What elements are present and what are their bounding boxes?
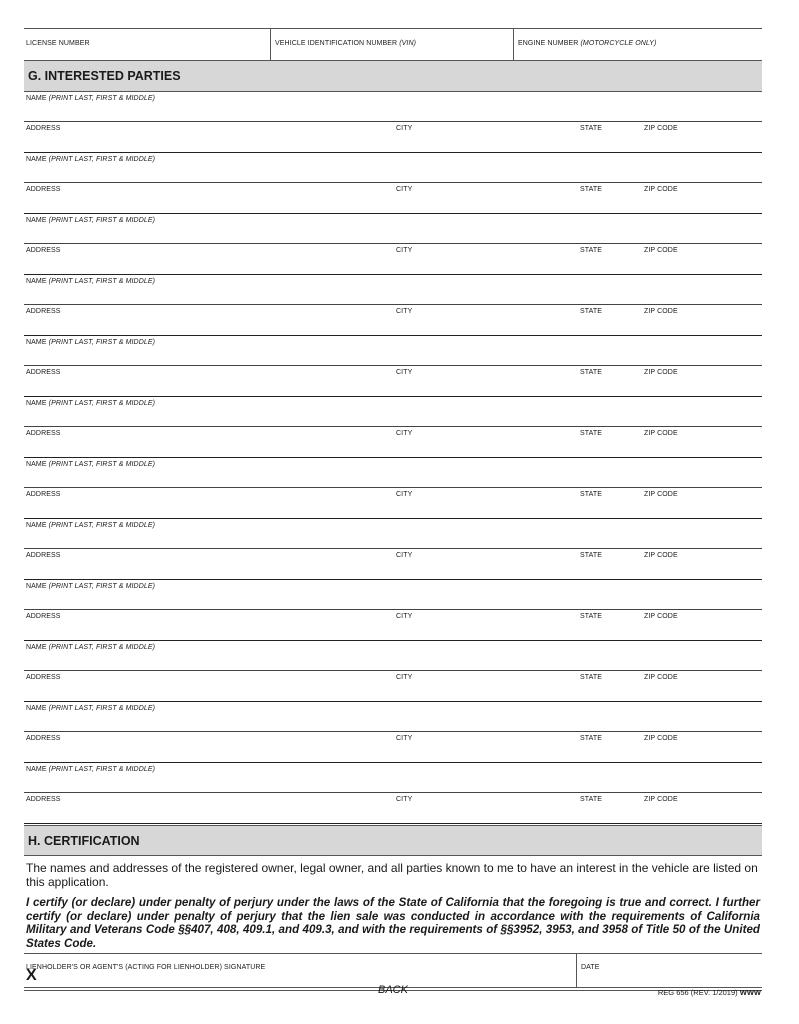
signature-field[interactable] — [24, 954, 576, 987]
party-address-row[interactable] — [24, 549, 762, 580]
party-name-field[interactable] — [24, 763, 762, 793]
party-name-field[interactable] — [24, 702, 762, 732]
engine-number-label: ENGINE NUMBER (MOTORCYCLE ONLY) — [518, 40, 657, 47]
interested-party-1 — [24, 92, 762, 153]
party-city-label: CITY — [396, 308, 413, 315]
party-address-row[interactable] — [24, 305, 762, 336]
party-address-label: ADDRESS — [26, 430, 61, 437]
party-state-label: STATE — [580, 735, 603, 742]
party-state-label: STATE — [580, 369, 603, 376]
party-name-field[interactable] — [24, 580, 762, 610]
party-name-field[interactable] — [24, 641, 762, 671]
party-city-label: CITY — [396, 796, 413, 803]
party-name-label: NAME (PRINT LAST, FIRST & MIDDLE) — [26, 644, 156, 651]
party-name-field[interactable] — [24, 275, 762, 305]
party-city-label: CITY — [396, 125, 413, 132]
party-state-label: STATE — [580, 674, 603, 681]
party-address-row[interactable] — [24, 732, 762, 763]
party-zip-label: ZIP CODE — [644, 186, 678, 193]
party-address-row[interactable] — [24, 793, 762, 824]
interested-party-10 — [24, 641, 762, 702]
party-city-label: CITY — [396, 735, 413, 742]
interested-party-4 — [24, 275, 762, 336]
date-label: DATE — [581, 964, 600, 971]
party-zip-label: ZIP CODE — [644, 674, 678, 681]
interested-party-5 — [24, 336, 762, 397]
party-zip-label: ZIP CODE — [644, 491, 678, 498]
party-city-label: CITY — [396, 430, 413, 437]
party-address-label: ADDRESS — [26, 491, 61, 498]
interested-parties-list — [24, 92, 762, 824]
party-state-label: STATE — [580, 430, 603, 437]
party-state-label: STATE — [580, 247, 603, 254]
party-address-label: ADDRESS — [26, 186, 61, 193]
party-zip-label: ZIP CODE — [644, 735, 678, 742]
party-zip-label: ZIP CODE — [644, 308, 678, 315]
party-address-label: ADDRESS — [26, 308, 61, 315]
party-address-row[interactable] — [24, 366, 762, 397]
interested-party-3 — [24, 214, 762, 275]
party-address-label: ADDRESS — [26, 369, 61, 376]
party-zip-label: ZIP CODE — [644, 552, 678, 559]
party-zip-label: ZIP CODE — [644, 796, 678, 803]
party-name-field[interactable] — [24, 92, 762, 122]
party-city-label: CITY — [396, 491, 413, 498]
party-city-label: CITY — [396, 613, 413, 620]
party-address-label: ADDRESS — [26, 247, 61, 254]
interested-party-11 — [24, 702, 762, 763]
party-name-label: NAME (PRINT LAST, FIRST & MIDDLE) — [26, 95, 156, 102]
interested-party-12 — [24, 763, 762, 824]
signature-label: LIENHOLDER'S OR AGENT'S (ACTING FOR LIENHOLDER) SIGNATURE — [26, 964, 266, 971]
party-address-row[interactable] — [24, 427, 762, 458]
party-state-label: STATE — [580, 613, 603, 620]
party-address-label: ADDRESS — [26, 735, 61, 742]
party-name-label: NAME (PRINT LAST, FIRST & MIDDLE) — [26, 583, 156, 590]
party-address-row[interactable] — [24, 244, 762, 275]
party-name-label: NAME (PRINT LAST, FIRST & MIDDLE) — [26, 400, 156, 407]
vin-label: VEHICLE IDENTIFICATION NUMBER (VIN) — [275, 40, 417, 47]
party-state-label: STATE — [580, 796, 603, 803]
party-city-label: CITY — [396, 674, 413, 681]
party-address-label: ADDRESS — [26, 552, 61, 559]
form — [24, 28, 762, 991]
party-name-label: NAME (PRINT LAST, FIRST & MIDDLE) — [26, 156, 156, 163]
party-name-field[interactable] — [24, 519, 762, 549]
signature-row — [24, 953, 762, 988]
party-zip-label: ZIP CODE — [644, 125, 678, 132]
interested-party-6 — [24, 397, 762, 458]
vehicle-info-row — [24, 28, 762, 61]
engine-number-field[interactable] — [513, 29, 762, 60]
party-state-label: STATE — [580, 491, 603, 498]
party-address-row[interactable] — [24, 610, 762, 641]
party-address-label: ADDRESS — [26, 125, 61, 132]
back-label: BACK — [378, 984, 408, 996]
party-address-label: ADDRESS — [26, 613, 61, 620]
party-address-row[interactable] — [24, 183, 762, 214]
certification-statement: The names and addresses of the registered owner, legal owner, and all parties known to me to have an interest in the vehicle are listed on this application. — [26, 861, 758, 889]
party-zip-label: ZIP CODE — [644, 430, 678, 437]
party-zip-label: ZIP CODE — [644, 247, 678, 254]
interested-parties-heading: G. INTERESTED PARTIES — [24, 61, 762, 92]
party-address-label: ADDRESS — [26, 674, 61, 681]
license-number-field[interactable] — [24, 29, 270, 60]
party-name-field[interactable] — [24, 214, 762, 244]
party-state-label: STATE — [580, 552, 603, 559]
party-name-label: NAME (PRINT LAST, FIRST & MIDDLE) — [26, 461, 156, 468]
party-name-label: NAME (PRINT LAST, FIRST & MIDDLE) — [26, 766, 156, 773]
party-name-label: NAME (PRINT LAST, FIRST & MIDDLE) — [26, 339, 156, 346]
party-name-label: NAME (PRINT LAST, FIRST & MIDDLE) — [26, 278, 156, 285]
interested-party-8 — [24, 519, 762, 580]
date-field[interactable] — [576, 954, 762, 987]
party-name-field[interactable] — [24, 336, 762, 366]
party-name-field[interactable] — [24, 397, 762, 427]
party-city-label: CITY — [396, 369, 413, 376]
interested-party-9 — [24, 580, 762, 641]
party-city-label: CITY — [396, 247, 413, 254]
party-state-label: STATE — [580, 308, 603, 315]
party-city-label: CITY — [396, 552, 413, 559]
party-name-field[interactable] — [24, 458, 762, 488]
certification-heading: H. CERTIFICATION — [24, 825, 762, 856]
interested-party-7 — [24, 458, 762, 519]
party-state-label: STATE — [580, 125, 603, 132]
signature-x-mark: X — [26, 967, 37, 984]
party-city-label: CITY — [396, 186, 413, 193]
interested-party-2 — [24, 153, 762, 214]
vin-field[interactable] — [270, 29, 513, 60]
party-name-field[interactable] — [24, 153, 762, 183]
party-address-row[interactable] — [24, 122, 762, 153]
perjury-declaration: I certify (or declare) under penalty of perjury under the laws of the State of California that the foregoing is true and correct. I further certify (or declare) under penalty of perjury that the lien sale was conducted in accordance with the requirements of California Military and Veterans Code §§407, 408, 409.1, and 409.3, and with the requirements of §§3952, 3953, and 3958 of Title 50 of the United States Code. — [26, 896, 760, 950]
party-state-label: STATE — [580, 186, 603, 193]
party-name-label: NAME (PRINT LAST, FIRST & MIDDLE) — [26, 705, 156, 712]
party-address-label: ADDRESS — [26, 796, 61, 803]
party-zip-label: ZIP CODE — [644, 369, 678, 376]
party-address-row[interactable] — [24, 488, 762, 519]
license-number-label: LICENSE NUMBER — [26, 40, 90, 47]
party-address-row[interactable] — [24, 671, 762, 702]
party-name-label: NAME (PRINT LAST, FIRST & MIDDLE) — [26, 217, 156, 224]
form-code: REG 656 (REV. 1/2019) WWW — [657, 988, 761, 997]
party-zip-label: ZIP CODE — [644, 613, 678, 620]
party-name-label: NAME (PRINT LAST, FIRST & MIDDLE) — [26, 522, 156, 529]
